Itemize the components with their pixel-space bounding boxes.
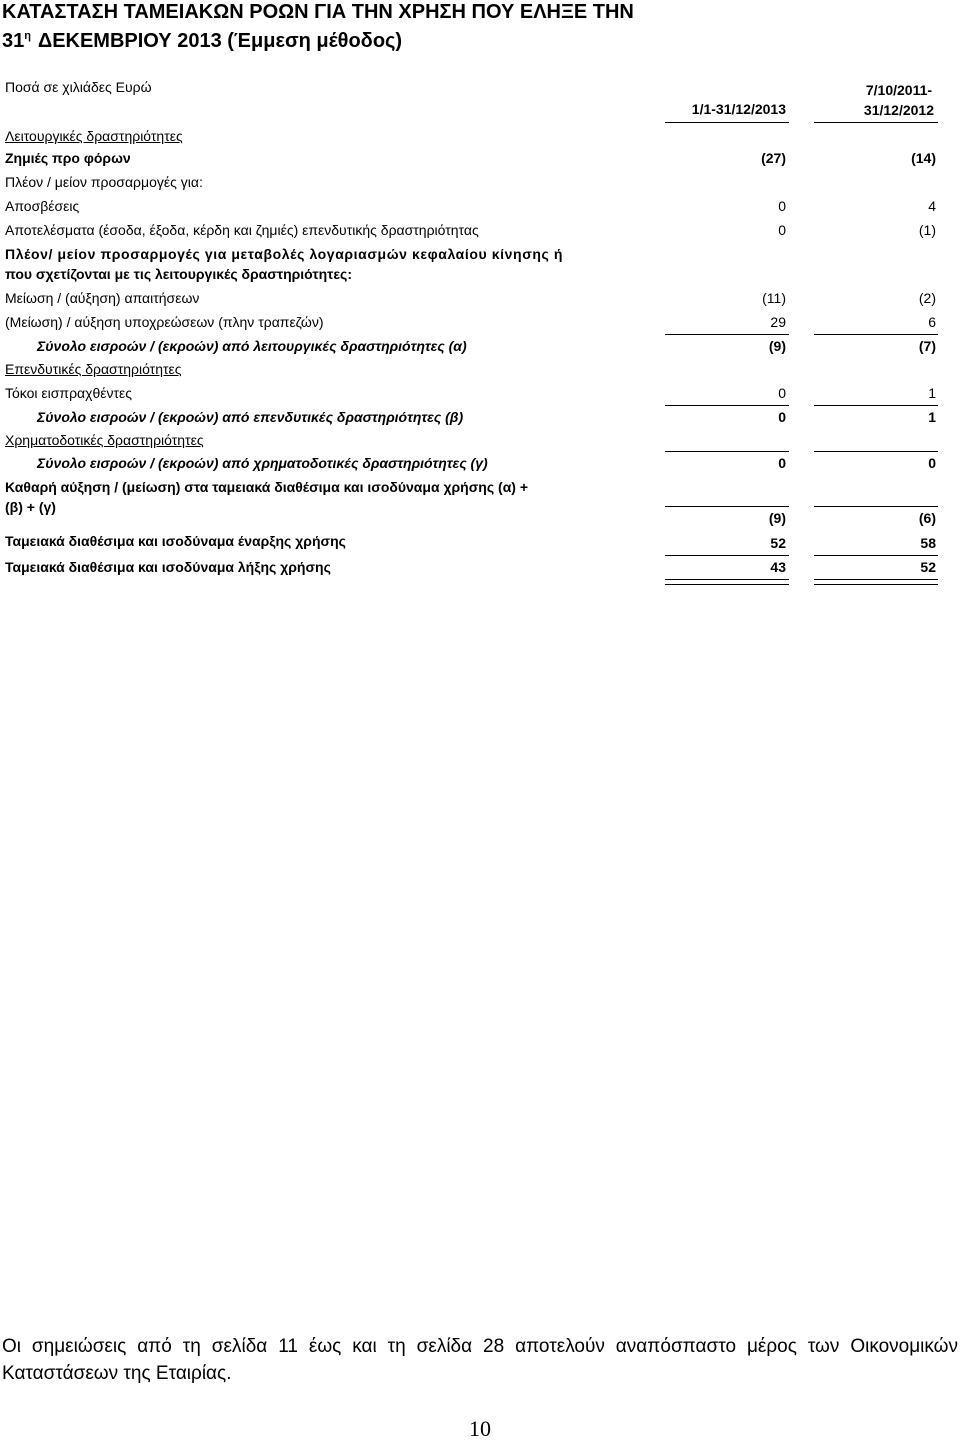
table-row — [0, 530, 960, 552]
table-row — [0, 382, 960, 404]
value-2012: 4 — [928, 198, 936, 214]
section-investing-label: Επενδυτικές δραστηριότητες — [5, 361, 182, 377]
value-2013: 0 — [778, 455, 786, 471]
value-2013: 0 — [778, 385, 786, 401]
value-2012: (14) — [911, 150, 936, 166]
section-operating — [0, 125, 960, 147]
value-2012: (1) — [918, 222, 936, 238]
section-financing-label: Χρηματοδοτικές δραστηριότητες — [5, 432, 204, 448]
double-underline-col1-top — [665, 579, 789, 580]
title-date-method: ΔΕΚΕΜΒΡΙΟΥ 2013 (Έμμεση μέθοδος) — [37, 30, 403, 52]
table-row — [0, 195, 960, 217]
value-2013: 29 — [770, 314, 786, 330]
column-header-2013: 1/1-31/12/2013 — [691, 101, 786, 117]
row-label: Σύνολο εισροών / (εκροών) από χρηματοδοτικές δραστηριότητες (γ) — [37, 455, 488, 471]
row-label: Πλέον/ μείον προσαρμογές για μεταβολές λογαριασμών κεφαλαίου κίνησης ή — [5, 246, 564, 262]
table-row — [0, 556, 960, 578]
header-underline-col2 — [814, 122, 938, 123]
column-header-2012 — [864, 80, 934, 120]
double-underline-col2-bottom — [814, 584, 938, 585]
row-label: Ταμειακά διαθέσιμα και ισοδύναμα έναρξης χρήσης — [5, 533, 346, 549]
units-label: Ποσά σε χιλιάδες Ευρώ — [5, 79, 152, 95]
section-investing — [0, 358, 960, 380]
value-2013: (9) — [768, 338, 786, 354]
row-label: Αποτελέσματα (έσοδα, έξοδα, κέρδη και ζημιές) επενδυτικής δραστηριότητας — [5, 222, 479, 238]
table-row-total — [0, 452, 960, 474]
value-2013: 0 — [778, 222, 786, 238]
row-label: Καθαρή αύξηση / (μείωση) στα ταμειακά διαθέσιμα και ισοδύναμα χρήσης (α) + — [5, 479, 529, 495]
column-header-2012-line1: 7/10/2011- — [865, 82, 933, 98]
row-label: Μείωση / (αύξηση) απαιτήσεων — [5, 290, 200, 306]
table-row — [0, 507, 960, 529]
value-2013: 52 — [770, 535, 786, 551]
row-label: Σύνολο εισροών / (εκροών) από λειτουργικές δραστηριότητες (α) — [37, 338, 467, 354]
value-2012: (6) — [918, 510, 936, 526]
value-2012: (2) — [918, 290, 936, 306]
table-row — [0, 147, 960, 169]
value-2013: (11) — [762, 290, 786, 306]
title-line-2 — [2, 24, 952, 53]
double-underline-col1-bottom — [665, 584, 789, 585]
page-title — [2, 0, 952, 53]
double-underline-col2-top — [814, 579, 938, 580]
units-row — [0, 76, 960, 98]
table-row — [0, 219, 960, 241]
value-2012: (7) — [918, 338, 936, 354]
row-label: Πλέον / μείον προσαρμογές για: — [5, 174, 203, 190]
table-row — [0, 311, 960, 333]
table-row — [0, 287, 960, 309]
value-2012: 58 — [920, 535, 936, 551]
section-operating-label: Λειτουργικές δραστηριότητες — [5, 128, 183, 144]
row-label: Σύνολο εισροών / (εκροών) από επενδυτικές δραστηριότητες (β) — [37, 409, 464, 425]
value-2012: 6 — [928, 314, 936, 330]
value-2012: 1 — [928, 409, 936, 425]
table-row — [0, 263, 960, 285]
header-underline-col1 — [665, 122, 789, 123]
column-header-2012-line2: 31/12/2012 — [863, 102, 934, 118]
value-2012: 1 — [928, 385, 936, 401]
table-row — [0, 171, 960, 193]
row-label: Τόκοι εισπραχθέντες — [5, 385, 133, 401]
title-ordinal: η — [24, 30, 31, 42]
row-label: Ταμειακά διαθέσιμα και ισοδύναμα λήξης χρήσης — [5, 559, 331, 575]
row-label: (β) + (γ) — [5, 499, 56, 515]
row-label: που σχετίζονται με τις λειτουργικές δραστηριότητες: — [5, 266, 352, 282]
value-2012: 0 — [928, 455, 936, 471]
table-row — [0, 243, 960, 265]
row-label: Αποσβέσεις — [5, 198, 80, 214]
table-row — [0, 476, 960, 498]
value-2013: 0 — [778, 198, 786, 214]
footer-note: Οι σημειώσεις από τη σελίδα 11 έως και τη σελίδα 28 αποτελούν αναπόσπαστο μέρος των Οικονομικών Καταστάσεων της Εταιρίας. — [2, 1336, 958, 1384]
title-day: 31 — [2, 30, 25, 52]
value-2013: 43 — [770, 559, 786, 575]
value-2013: 0 — [778, 409, 786, 425]
section-financing — [0, 429, 960, 451]
value-2013: (27) — [761, 150, 786, 166]
table-row-total — [0, 406, 960, 428]
table-row-total — [0, 335, 960, 357]
row-label: Ζημιές προ φόρων — [5, 150, 131, 166]
title-line-1: ΚΑΤΑΣΤΑΣΗ ΤΑΜΕΙΑΚΩΝ ΡΟΩΝ ΓΙΑ ΤΗΝ ΧΡΗΣΗ ΠΟΥ ΕΛΗΞΕ ΤΗΝ — [2, 1, 634, 23]
value-2012: 52 — [920, 559, 936, 575]
row-label: (Μείωση) / αύξηση υποχρεώσεων (πλην τραπεζών) — [5, 314, 324, 330]
page-number: 10 — [469, 1416, 491, 1441]
value-2013: (9) — [768, 510, 786, 526]
